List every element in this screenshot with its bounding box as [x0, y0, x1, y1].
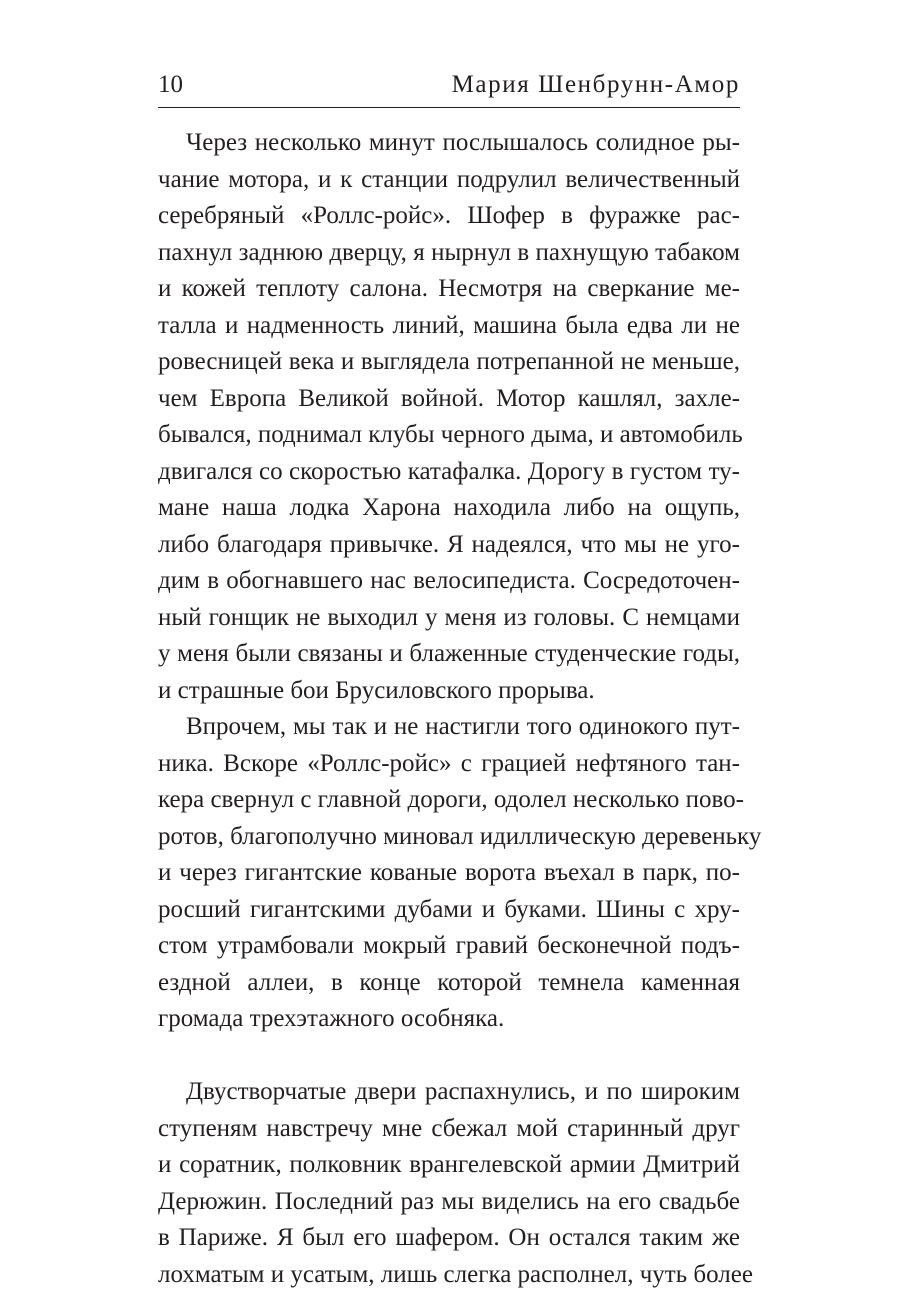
text-line: в Париже. Я был его шафером. Он остался таким же [158, 1220, 740, 1257]
text-line: Через несколько минут послышалось солидное ры- [158, 125, 740, 162]
text-line: ступеням навстречу мне сбежал мой старинный друг [158, 1111, 740, 1148]
text-line: Дерюжин. Последний раз мы виделись на его свадьбе [158, 1184, 740, 1221]
header-rule [158, 107, 740, 108]
text-line: и через гигантские кованые ворота въехал в парк, по- [158, 855, 740, 892]
text-line: ный гонщик не выходил у меня из головы. С немцами [158, 600, 740, 637]
text-line: двигался со скоростью катафалка. Дорогу в густом ту- [158, 454, 740, 491]
text-line: у меня были связаны и блаженные студенческие годы, [158, 636, 740, 673]
text-line: росший гигантскими дубами и буками. Шины с хру- [158, 892, 740, 929]
paragraph-3 [158, 1074, 740, 1293]
running-head: Мария Шенбрунн-Амор [452, 68, 740, 102]
body-text [158, 125, 740, 1293]
text-line: ротов, благополучно миновал идиллическую деревеньку [158, 819, 740, 856]
paragraph-1 [158, 125, 740, 709]
text-line: чем Европа Великой войной. Мотор кашлял, захле- [158, 381, 740, 418]
text-line: ездной аллеи, в конце которой темнела каменная [158, 965, 740, 1002]
text-line: кера свернул с главной дороги, одолел несколько пово- [158, 782, 740, 819]
text-line: чание мотора, и к станции подрулил величественный [158, 162, 740, 199]
text-line: ника. Вскоре «Роллс-ройс» с грацией нефтяного тан- [158, 746, 740, 783]
text-line: громада трехэтажного особняка. [158, 1001, 740, 1038]
text-line: либо благодаря привычке. Я надеялся, что мы не уго- [158, 527, 740, 564]
text-line: стом утрамбовали мокрый гравий бесконечной подъ- [158, 928, 740, 965]
page-header [158, 68, 740, 102]
paragraph-2 [158, 709, 740, 1038]
page-number: 10 [158, 68, 183, 102]
text-line: и страшные бои Брусиловского прорыва. [158, 673, 740, 710]
text-line: мане наша лодка Харона находила либо на ощупь, [158, 490, 740, 527]
text-line: ровесницей века и выглядела потрепанной не меньше, [158, 344, 740, 381]
text-line: серебряный «Роллс-ройс». Шофер в фуражке рас- [158, 198, 740, 235]
text-line: Двустворчатые двери распахнулись, и по широким [158, 1074, 740, 1111]
text-line: пахнул заднюю дверцу, я нырнул в пахнущую табаком [158, 235, 740, 272]
text-line: и соратник, полковник врангелевской армии Дмитрий [158, 1147, 740, 1184]
text-line: дим в обогнавшего нас велосипедиста. Сосредоточен- [158, 563, 740, 600]
text-line: талла и надменность линий, машина была едва ли не [158, 308, 740, 345]
text-line: Впрочем, мы так и не настигли того одинокого пут- [158, 709, 740, 746]
text-line: и кожей теплоту салона. Несмотря на сверкание ме- [158, 271, 740, 308]
text-line: бывался, поднимал клубы черного дыма, и автомобиль [158, 417, 740, 454]
section-break [158, 1038, 740, 1075]
text-line: лохматым и усатым, лишь слегка располнел, чуть более [158, 1257, 740, 1293]
